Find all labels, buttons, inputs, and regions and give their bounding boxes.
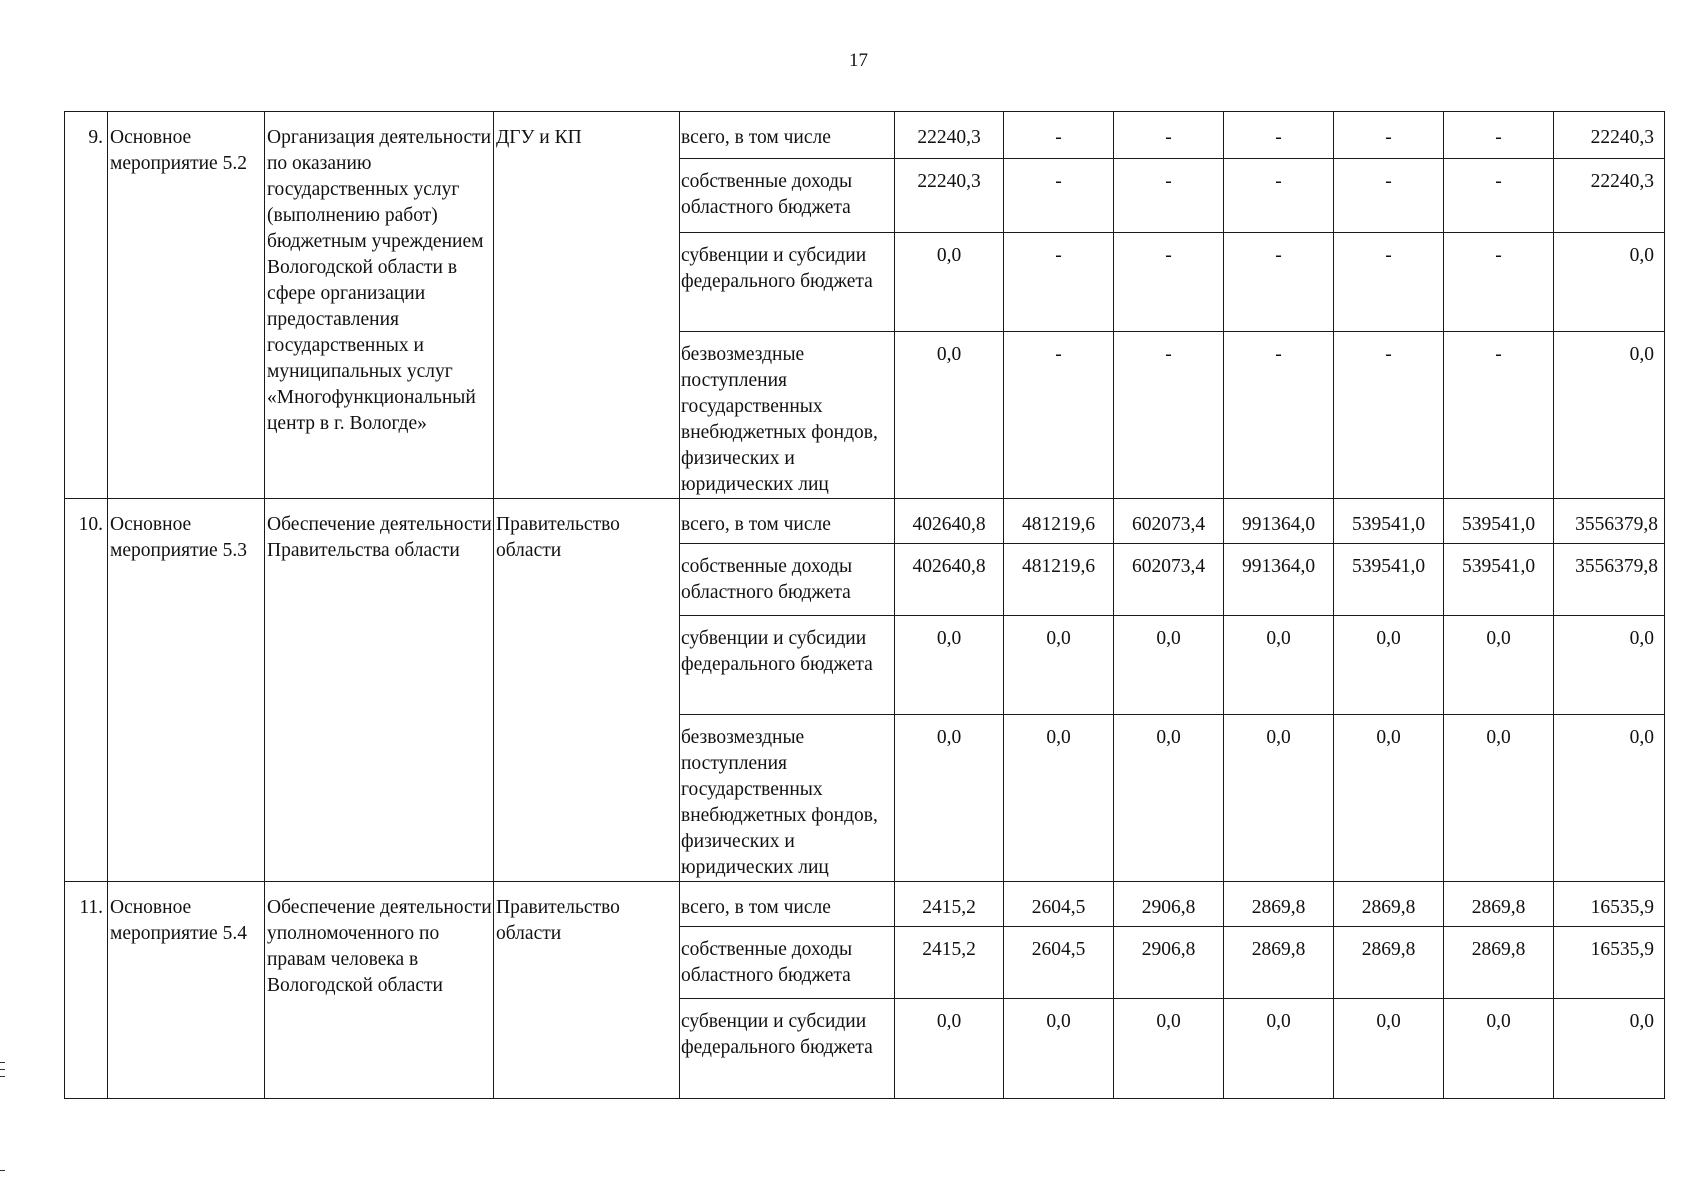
year-value: - xyxy=(1114,233,1224,332)
executor: Правительство области xyxy=(494,882,680,1099)
activity-type: Основное мероприятие 5.2 xyxy=(108,112,265,499)
year-value: - xyxy=(1114,159,1224,233)
year-value: 2415,2 xyxy=(895,927,1004,999)
year-value: 0,0 xyxy=(1334,715,1444,882)
funding-source: собственные доходы областного бюджета xyxy=(680,544,895,616)
year-value: - xyxy=(1334,159,1444,233)
year-value: 0,0 xyxy=(1004,616,1114,715)
year-value: 0,0 xyxy=(895,233,1004,332)
activity-type: Основное мероприятие 5.3 xyxy=(108,499,265,882)
margin-mark xyxy=(0,1076,5,1077)
activity-type: Основное мероприятие 5.4 xyxy=(108,882,265,1099)
year-value: 0,0 xyxy=(1004,999,1114,1099)
activity-name: Обеспечение деятельности уполномоченного по правам человека в Вологодской области xyxy=(265,882,494,1099)
year-value: 539541,0 xyxy=(1444,544,1554,616)
activity-name: Организация деятельности по оказанию государственных услуг (выполнению работ) бюджетным учреждением Вологодской области в сфере организации предоставления государственных и муниципальных услуг «Многофункциональный центр в г. Вологде» xyxy=(265,112,494,499)
year-value: 0,0 xyxy=(1334,999,1444,1099)
total-value: 0,0 xyxy=(1554,999,1665,1099)
total-value: 16535,9 xyxy=(1554,882,1665,927)
total-value: 22240,3 xyxy=(1554,159,1665,233)
year-value: - xyxy=(1444,233,1554,332)
funding-source: всего, в том числе xyxy=(680,112,895,159)
total-value: 0,0 xyxy=(1554,715,1665,882)
funding-source: всего, в том числе xyxy=(680,499,895,544)
year-value: - xyxy=(1004,233,1114,332)
year-value: 2869,8 xyxy=(1444,882,1554,927)
year-value: 402640,8 xyxy=(895,544,1004,616)
year-value: 2906,8 xyxy=(1114,927,1224,999)
year-value: 602073,4 xyxy=(1114,499,1224,544)
year-value: 2869,8 xyxy=(1334,927,1444,999)
year-value: 481219,6 xyxy=(1004,499,1114,544)
year-value: - xyxy=(1224,159,1334,233)
year-value: - xyxy=(1114,112,1224,159)
table-row xyxy=(65,499,1665,544)
total-value: 16535,9 xyxy=(1554,927,1665,999)
year-value: - xyxy=(1004,332,1114,499)
table-row xyxy=(65,882,1665,927)
year-value: 0,0 xyxy=(1444,616,1554,715)
year-value: 0,0 xyxy=(895,999,1004,1099)
year-value: 539541,0 xyxy=(1334,499,1444,544)
year-value: 602073,4 xyxy=(1114,544,1224,616)
year-value: - xyxy=(1444,159,1554,233)
margin-mark xyxy=(0,1170,5,1171)
year-value: 0,0 xyxy=(1224,715,1334,882)
row-number: 9. xyxy=(65,112,108,499)
year-value: - xyxy=(1224,233,1334,332)
year-value: 0,0 xyxy=(1224,616,1334,715)
year-value: 2604,5 xyxy=(1004,882,1114,927)
year-value: - xyxy=(1444,112,1554,159)
year-value: 0,0 xyxy=(1114,999,1224,1099)
year-value: 481219,6 xyxy=(1004,544,1114,616)
year-value: - xyxy=(1224,332,1334,499)
funding-source: субвенции и субсидии федерального бюджета xyxy=(680,233,895,332)
year-value: 2869,8 xyxy=(1224,927,1334,999)
year-value: - xyxy=(1224,112,1334,159)
year-value: 0,0 xyxy=(895,715,1004,882)
year-value: 2869,8 xyxy=(1224,882,1334,927)
funding-source: собственные доходы областного бюджета xyxy=(680,927,895,999)
year-value: 539541,0 xyxy=(1334,544,1444,616)
funding-source: всего, в том числе xyxy=(680,882,895,927)
total-value: 3556379,8 xyxy=(1554,544,1665,616)
year-value: 22240,3 xyxy=(895,112,1004,159)
funding-source: субвенции и субсидии федерального бюджета xyxy=(680,999,895,1099)
total-value: 0,0 xyxy=(1554,233,1665,332)
year-value: 0,0 xyxy=(1444,715,1554,882)
year-value: 2415,2 xyxy=(895,882,1004,927)
year-value: - xyxy=(1334,233,1444,332)
year-value: - xyxy=(1004,159,1114,233)
total-value: 3556379,8 xyxy=(1554,499,1665,544)
year-value: 0,0 xyxy=(1004,715,1114,882)
margin-mark xyxy=(0,1062,5,1063)
year-value: 0,0 xyxy=(895,616,1004,715)
activity-name: Обеспечение деятельности Правительства области xyxy=(265,499,494,882)
year-value: 991364,0 xyxy=(1224,499,1334,544)
funding-table xyxy=(64,111,1665,1099)
year-value: 0,0 xyxy=(1224,999,1334,1099)
year-value: - xyxy=(1334,112,1444,159)
year-value: 991364,0 xyxy=(1224,544,1334,616)
page-number: 17 xyxy=(849,50,868,71)
funding-source: безвозмездные поступления государственных внебюджетных фондов, физических и юридических лиц xyxy=(680,715,895,882)
funding-source: субвенции и субсидии федерального бюджета xyxy=(680,616,895,715)
year-value: 0,0 xyxy=(1444,999,1554,1099)
year-value: 0,0 xyxy=(1334,616,1444,715)
year-value: 0,0 xyxy=(895,332,1004,499)
year-value: 22240,3 xyxy=(895,159,1004,233)
row-number: 10. xyxy=(65,499,108,882)
year-value: 2869,8 xyxy=(1334,882,1444,927)
year-value: - xyxy=(1114,332,1224,499)
year-value: 2604,5 xyxy=(1004,927,1114,999)
year-value: 2869,8 xyxy=(1444,927,1554,999)
year-value: 2906,8 xyxy=(1114,882,1224,927)
year-value: - xyxy=(1004,112,1114,159)
table-row xyxy=(65,112,1665,159)
total-value: 22240,3 xyxy=(1554,112,1665,159)
row-number: 11. xyxy=(65,882,108,1099)
margin-mark xyxy=(0,1069,5,1070)
executor: ДГУ и КП xyxy=(494,112,680,499)
executor: Правительство области xyxy=(494,499,680,882)
year-value: 0,0 xyxy=(1114,616,1224,715)
year-value: 402640,8 xyxy=(895,499,1004,544)
year-value: 539541,0 xyxy=(1444,499,1554,544)
funding-source: безвозмездные поступления государственных внебюджетных фондов, физических и юридических лиц xyxy=(680,332,895,499)
total-value: 0,0 xyxy=(1554,332,1665,499)
funding-source: собственные доходы областного бюджета xyxy=(680,159,895,233)
year-value: 0,0 xyxy=(1114,715,1224,882)
total-value: 0,0 xyxy=(1554,616,1665,715)
year-value: - xyxy=(1334,332,1444,499)
year-value: - xyxy=(1444,332,1554,499)
